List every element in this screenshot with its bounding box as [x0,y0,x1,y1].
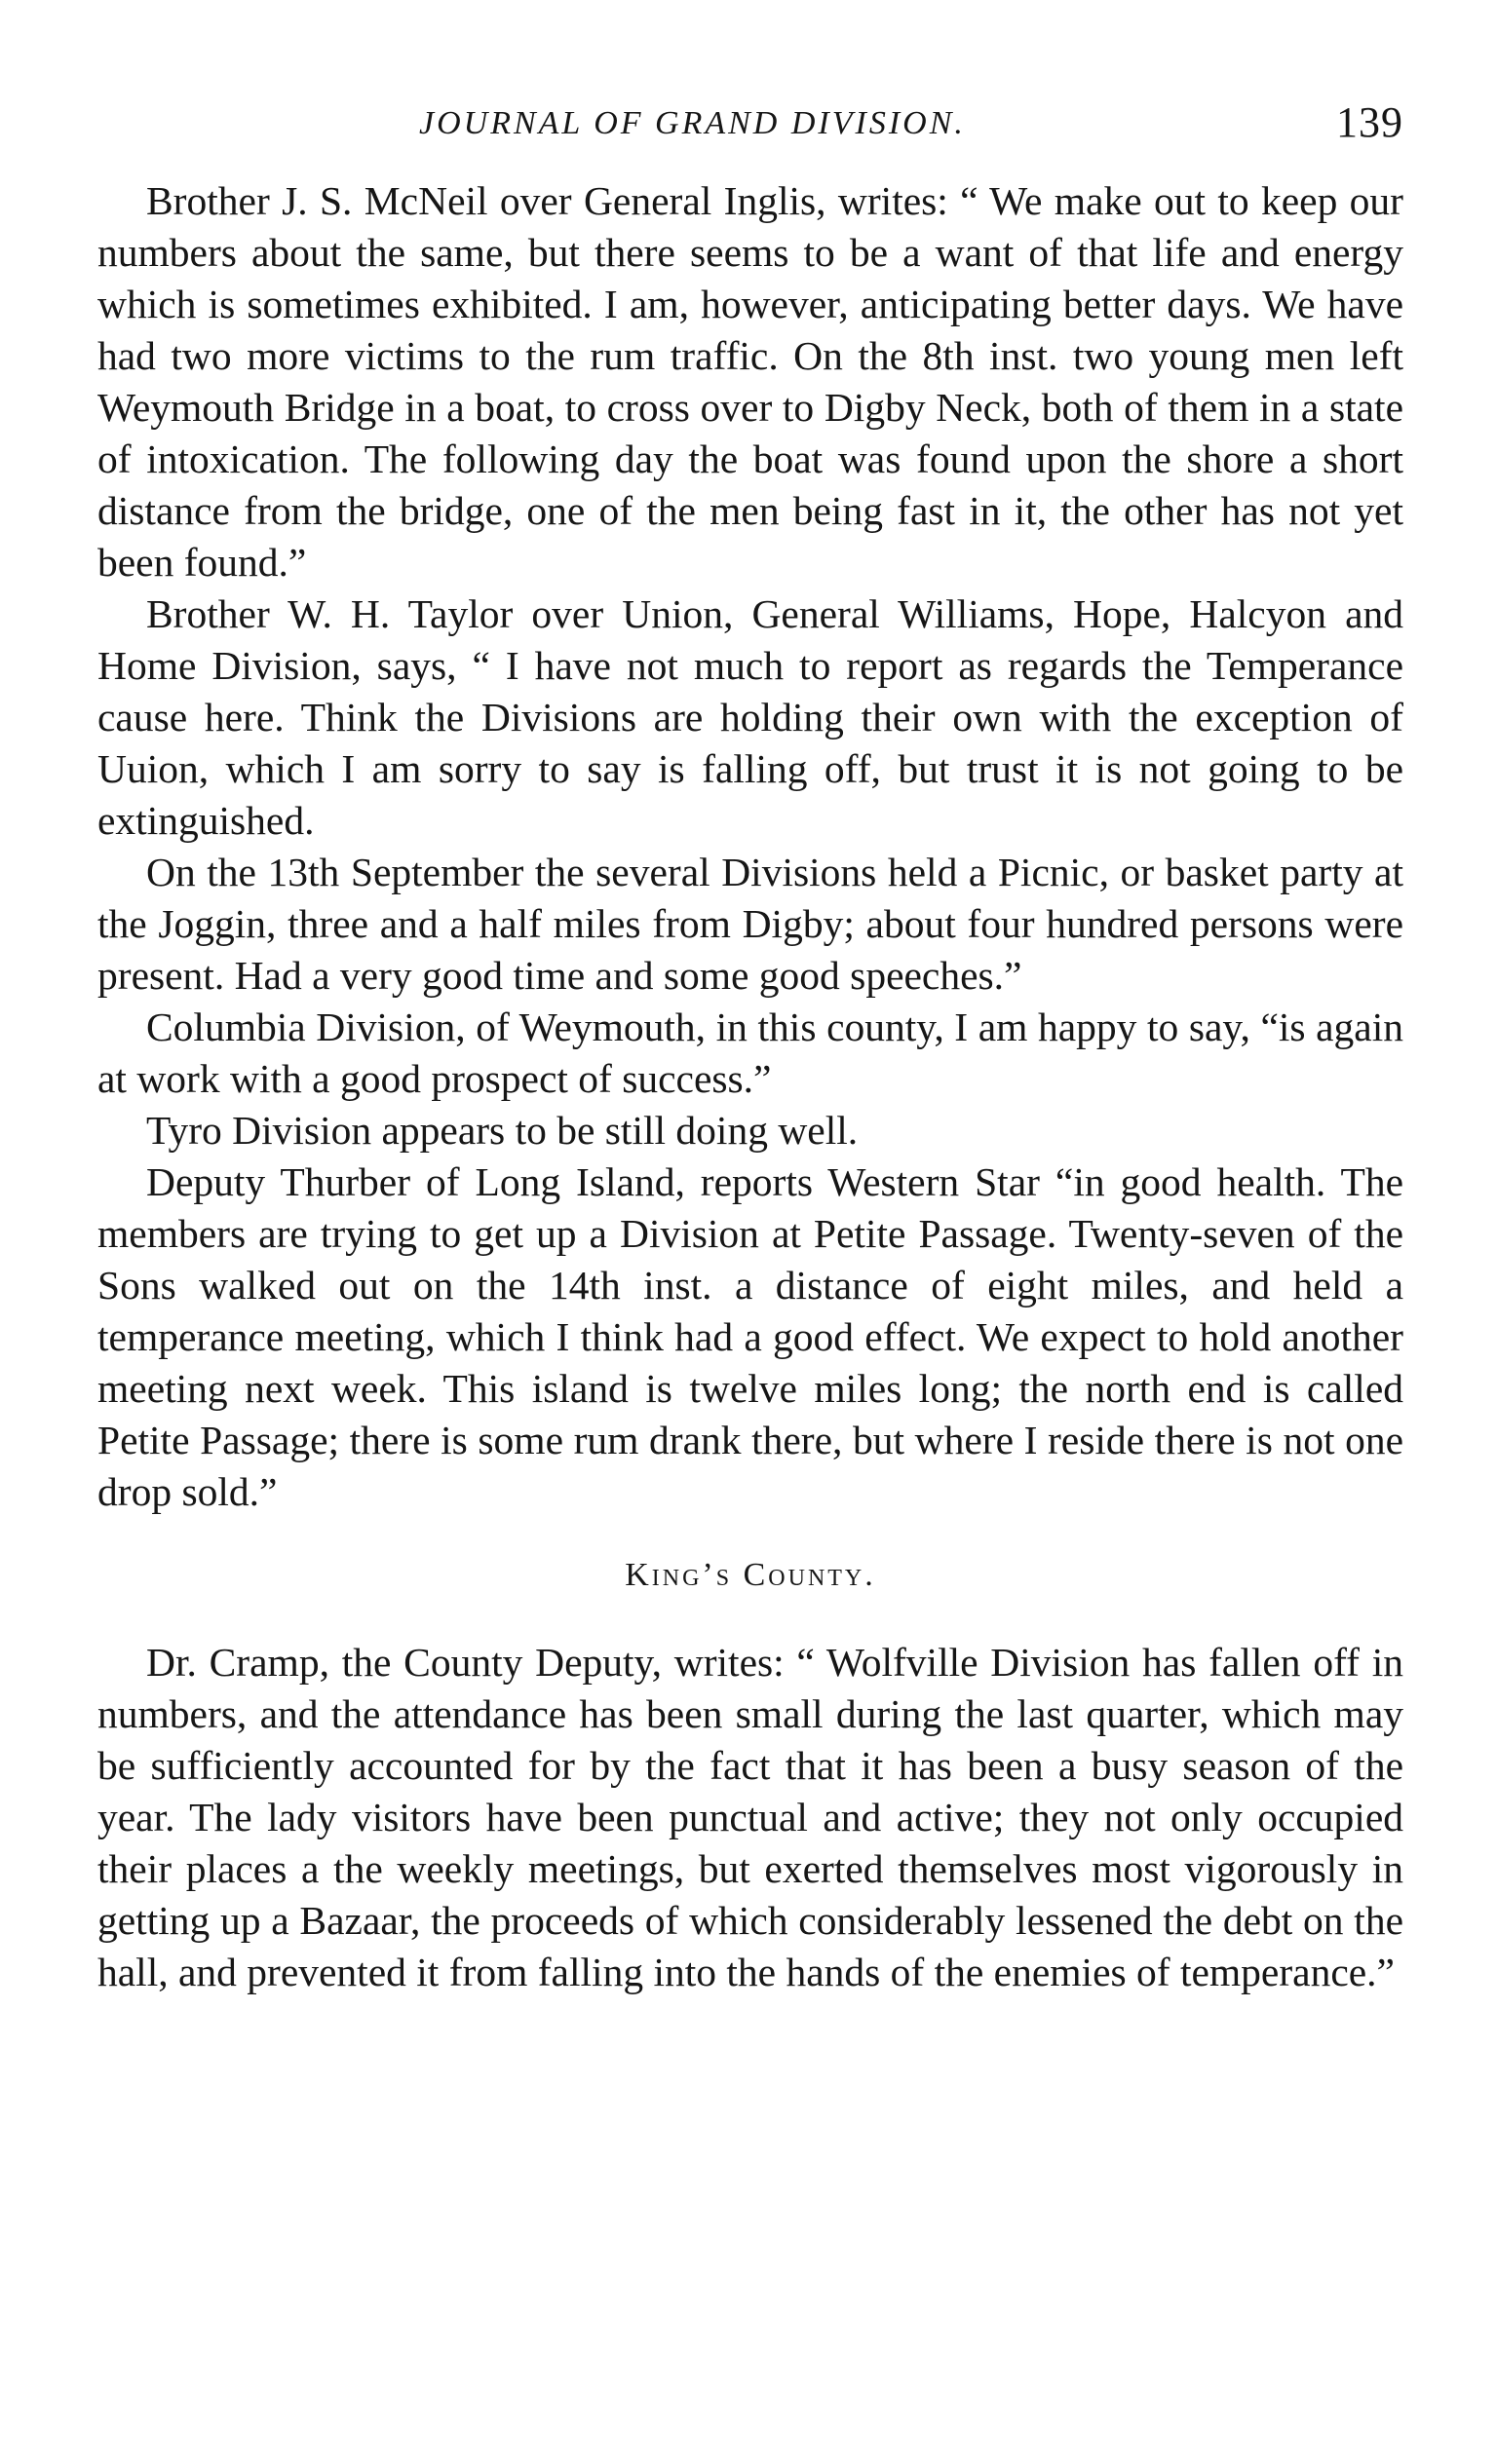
paragraph-taylor: Brother W. H. Taylor over Union, General Williams, Hope, Halcyon and Home Division, says, “ I have not much to report as regards the Temperance cause here. Think the Divisions are holding their own with the exception of Uuion, which I am sorry to say is falling off, but trust it is not going to be extinguished. [97,591,1403,843]
paragraph-columbia: Columbia Division, of Weymouth, in this county, I am happy to say, “is again at work with a good prospect of success.” [97,1005,1403,1101]
running-head [97,97,1403,156]
paragraph-thurber: Deputy Thurber of Long Island, reports Western Star “in good health. The members are trying to get up a Division at Petite Passage. Twenty-seven of the Sons walked out on the 14th inst. a distance of eight miles, and held a temperance meeting, which I think had a good effect. We expect to hold another meeting next week. This island is twelve miles long; the north end is called Petite Passage; there is some rum drank there, but where I reside there is not one drop sold.” [97,1159,1403,1514]
paragraph-mcneil: Brother J. S. McNeil over General Inglis, writes: “ We make out to keep our numbers about the same, but there seems to be a want of that life and energy which is sometimes exhibited. I am, however, anticipating better days. We have had two more victims to the rum traffic. On the 8th inst. two young men left Weymouth Bridge in a boat, to cross over to Digby Neck, both of them in a state of intoxication. The following day the boat was found upon the shore a short distance from the bridge, one of the men being fast in it, the other has not yet been found.” [97,178,1403,585]
section-heading-kings-county: King’s County. [625,1557,876,1593]
book-page [97,97,1403,1998]
body-text [97,175,1403,1998]
paragraph-cramp: Dr. Cramp, the County Deputy, writes: “ Wolfville Division has fallen off in numbers, and the attendance has been small during the last quarter, which may be sufficiently accounted for by the fact that it has been a busy season of the year. The lady visitors have been punctual and active; they not only occupied their places a the weekly meetings, but exerted themselves most vigorously in getting up a Bazaar, the proceeds of which considerably lessened the debt on the hall, and prevented it from falling into the hands of the enemies of temperance.” [97,1640,1403,1994]
paragraph-tyro: Tyro Division appears to be still doing well. [146,1108,859,1153]
running-title: JOURNAL OF GRAND DIVISION. [419,105,966,141]
page-number: 139 [1336,98,1403,146]
paragraph-picnic: On the 13th September the several Divisions held a Picnic, or basket party at the Joggin, three and a half miles from Digby; about four hundred persons were present. Had a very good time and some good speeches.” [97,850,1403,998]
